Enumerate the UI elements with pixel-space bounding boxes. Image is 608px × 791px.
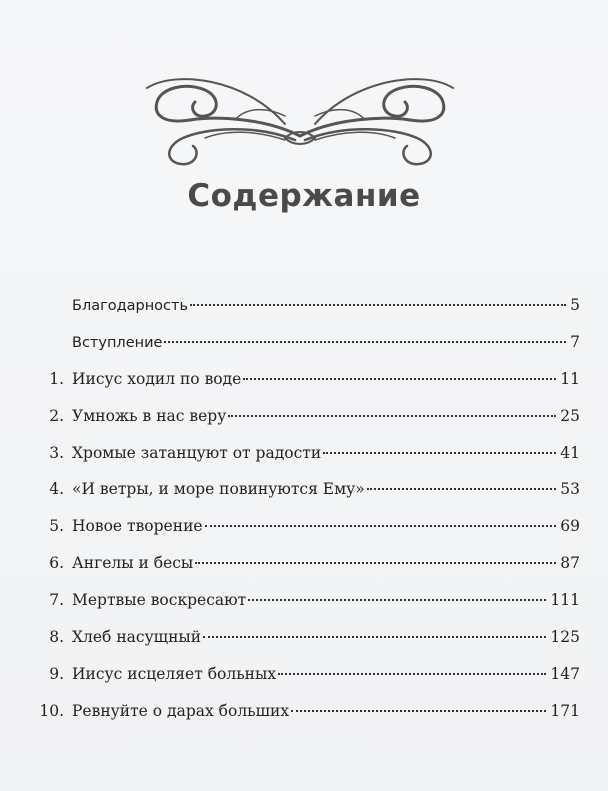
toc-entry-page: 53 bbox=[560, 480, 580, 499]
toc-entry-page: 5 bbox=[570, 296, 580, 314]
toc-entry-title: Хлеб насущный bbox=[72, 628, 202, 647]
toc-entry-title: Мертвые воскресают bbox=[72, 591, 247, 610]
toc-entry-title: Новое творение bbox=[72, 517, 203, 536]
toc-entry-page: 7 bbox=[570, 332, 580, 351]
toc-entry[interactable] bbox=[20, 517, 580, 554]
toc-entry[interactable] bbox=[20, 591, 580, 628]
toc-entry-title: Вступление bbox=[72, 334, 163, 351]
toc-entry-page: 147 bbox=[550, 664, 580, 683]
toc-entry-title: Ревнуйте о дарах больших bbox=[72, 701, 290, 720]
toc-entry-title: Иисус исцеляет больных bbox=[72, 664, 277, 683]
toc-entry[interactable] bbox=[20, 370, 580, 407]
toc-entry-page: 25 bbox=[560, 406, 580, 425]
toc-entry[interactable] bbox=[20, 296, 580, 333]
toc-entry-number: 8. bbox=[49, 628, 64, 647]
dot-leader bbox=[228, 415, 556, 417]
toc-entry[interactable] bbox=[20, 480, 580, 517]
toc-entry-page: 171 bbox=[550, 701, 580, 720]
toc-entry-title: Ангелы и бесы bbox=[72, 554, 194, 573]
toc-entry-page: 111 bbox=[550, 591, 580, 610]
dot-leader bbox=[190, 304, 566, 306]
toc-entry-number: 2. bbox=[49, 406, 64, 425]
toc-entry-title: «И ветры, и море повинуются Ему» bbox=[72, 480, 365, 499]
toc-entry-title: Хромые затанцуют от радости bbox=[72, 443, 322, 462]
toc-entry-number: 1. bbox=[49, 369, 64, 388]
toc-entry[interactable] bbox=[20, 665, 580, 702]
toc-entry-number: 7. bbox=[49, 591, 64, 610]
table-of-contents bbox=[20, 296, 580, 739]
toc-entry-page: 125 bbox=[550, 628, 580, 647]
dot-leader bbox=[195, 562, 556, 564]
dot-leader bbox=[203, 636, 546, 638]
dot-leader bbox=[243, 378, 556, 380]
toc-entry-number: 9. bbox=[49, 664, 64, 683]
dot-leader bbox=[278, 673, 546, 675]
toc-entry-page: 87 bbox=[560, 554, 580, 573]
toc-entry-page: 41 bbox=[560, 443, 580, 462]
dot-leader bbox=[248, 599, 546, 601]
toc-entry[interactable] bbox=[20, 702, 580, 739]
toc-entry-number: 4. bbox=[49, 480, 64, 499]
toc-entry[interactable] bbox=[20, 407, 580, 444]
page-title: Содержание bbox=[187, 178, 421, 214]
toc-entry[interactable] bbox=[20, 554, 580, 591]
toc-entry-title: Умножь в нас веру bbox=[72, 406, 227, 425]
toc-entry[interactable] bbox=[20, 628, 580, 665]
toc-entry-title: Иисус ходил по воде bbox=[72, 369, 242, 388]
dot-leader bbox=[205, 525, 557, 527]
toc-entry-title: Благодарность bbox=[72, 298, 189, 314]
toc-entry-number: 5. bbox=[49, 517, 64, 536]
dot-leader bbox=[164, 341, 566, 343]
toc-entry-page: 11 bbox=[560, 369, 580, 388]
toc-entry-page: 69 bbox=[560, 517, 580, 536]
toc-entry-number: 3. bbox=[49, 443, 64, 462]
dot-leader bbox=[323, 452, 556, 454]
toc-entry[interactable] bbox=[20, 444, 580, 481]
dot-leader bbox=[367, 488, 556, 490]
flourish-ornament-icon bbox=[135, 58, 465, 168]
dot-leader bbox=[291, 710, 546, 712]
toc-entry-number: 10. bbox=[39, 701, 64, 720]
toc-entry-number: 6. bbox=[49, 554, 64, 573]
toc-entry[interactable] bbox=[20, 333, 580, 370]
